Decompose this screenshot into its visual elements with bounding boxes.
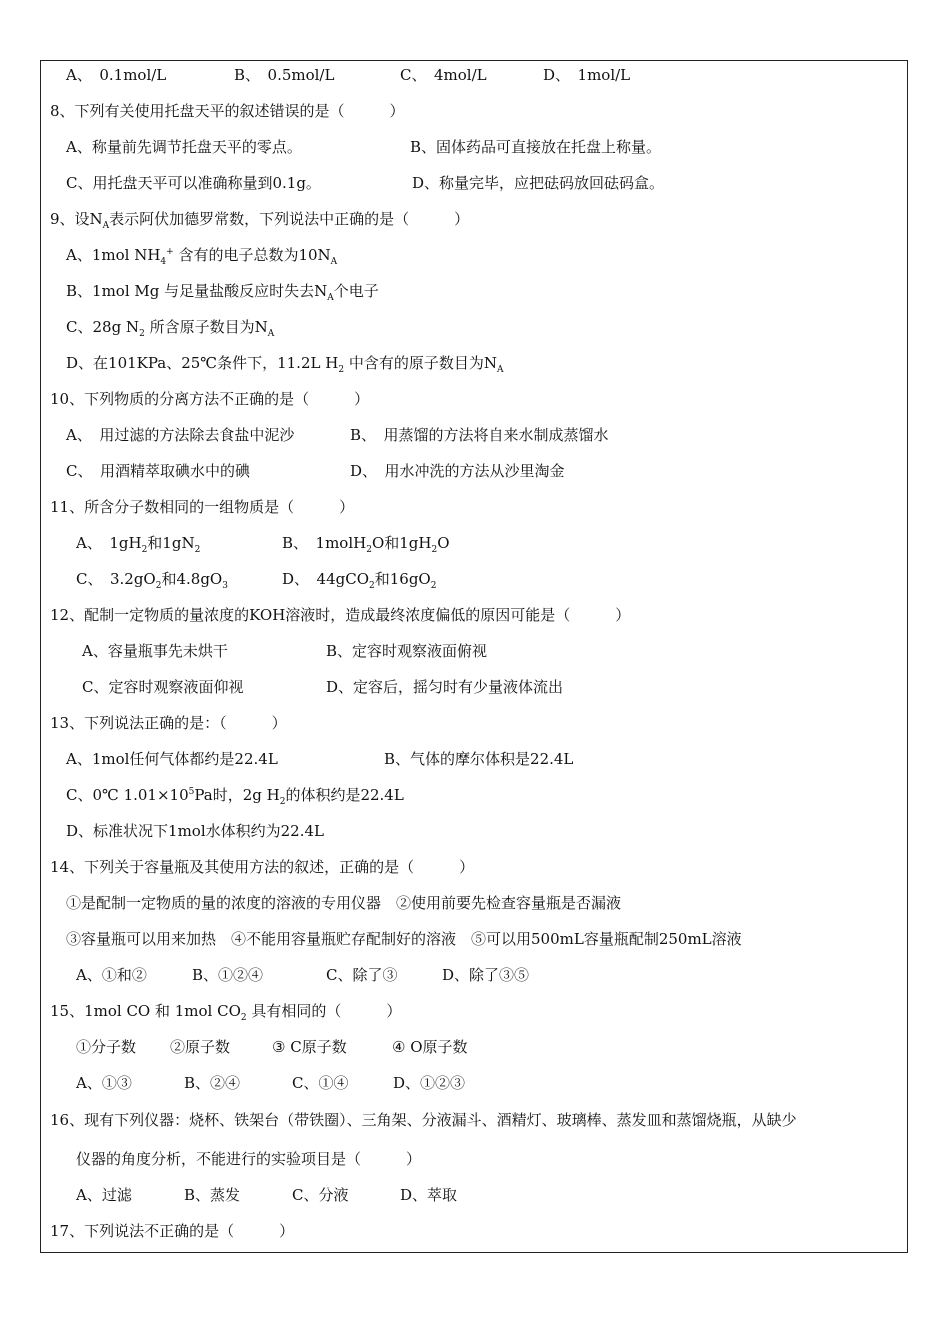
q7-option-c: C、 4mol/L [400,66,487,84]
q11-option-c: C、 $3.2gO_2$和$4.8gO_3$ [76,570,228,591]
q15-stem: 15、1mol CO 和 1mol $CO_2$ 具有相同的（ ） [50,1002,402,1023]
q12-option-d: D、定容后，摇匀时有少量液体流出 [326,678,564,696]
q7-option-b: B、 0.5mol/L [234,66,335,84]
q9-stem: 9、设$N_A$表示阿伏加德罗常数，下列说法中正确的是（ ） [50,210,470,231]
q12-stem: 12、配制一定物质的量浓度的KOH溶液时，造成最终浓度偏低的原因可能是（ ） [50,606,631,624]
q14-option-b: B、①②④ [192,966,264,984]
q8-option-d: D、称量完毕，应把砝码放回砝码盒。 [412,174,665,192]
q9-option-c: C、28g $N_2$ 所含原子数目为$N_A$ [66,318,275,339]
q14-statements-2: ③容量瓶可以用来加热 ④不能用容量瓶贮存配制好的溶液 ⑤可以用500mL容量瓶配制250mL溶液 [66,930,742,948]
q15-option-c: C、①④ [292,1074,349,1092]
q11-option-d: D、 44gCO$_2$和$16gO_2$ [282,570,437,591]
q14-option-d: D、除了③⑤ [442,966,530,984]
q15-option-a: A、①③ [76,1074,132,1092]
q16-option-a: A、过滤 [76,1186,132,1204]
q10-option-a: A、 用过滤的方法除去食盐中泥沙 [66,426,295,444]
q15-option-b: B、②④ [184,1074,241,1092]
q17-stem: 17、下列说法不正确的是（ ） [50,1222,295,1240]
q11-option-a: A、 $1gH_2$和$1gN_2$ [76,534,201,555]
q14-statements-1: ①是配制一定物质的量的浓度的溶液的专用仪器 ②使用前要先检查容量瓶是否漏液 [66,894,622,912]
q8-option-a: A、称量前先调节托盘天平的零点。 [66,138,302,156]
q9-option-d: D、在101KPa、25℃条件下，11.2L $H_2$ 中含有的原子数目为$N_A$ [66,354,504,375]
q12-option-a: A、容量瓶事先未烘干 [82,642,228,660]
q8-option-c: C、用托盘天平可以准确称量到0.1g。 [66,174,321,192]
q15-statement-2: ②原子数 [170,1038,231,1056]
q8-stem: 8、下列有关使用托盘天平的叙述错误的是（ ） [50,102,405,120]
q15-statement-4: ④ O原子数 [392,1038,468,1056]
q13-option-d: D、标准状况下1mol水体积约为22.4L [66,822,324,840]
q10-stem: 10、下列物质的分离方法不正确的是（ ） [50,390,370,408]
q16-option-b: B、蒸发 [184,1186,241,1204]
q13-option-a: A、1mol任何气体都约是22.4L [66,750,278,768]
q12-option-c: C、定容时观察液面仰视 [82,678,244,696]
q14-stem: 14、下列关于容量瓶及其使用方法的叙述，正确的是（ ） [50,858,475,876]
q10-option-c: C、 用酒精萃取碘水中的碘 [66,462,250,480]
q13-option-b: B、气体的摩尔体积是22.4L [384,750,574,768]
q8-option-b: B、固体药品可直接放在托盘上称量。 [410,138,662,156]
q10-option-d: D、 用水冲洗的方法从沙里淘金 [350,462,565,480]
q16-stem-line2: 仪器的角度分析，不能进行的实验项目是（ ） [76,1150,422,1168]
q15-statement-1: ①分子数 [76,1038,137,1056]
q15-option-d: D、①②③ [393,1074,466,1092]
q15-statement-3: ③ C原子数 [272,1038,347,1056]
q13-stem: 13、下列说法正确的是：（ ） [50,714,287,732]
q16-stem-line1: 16、现有下列仪器：烧杯、铁架台（带铁圈）、三角架、分液漏斗、酒精灯、玻璃棒、蒸发皿和蒸馏烧瓶，从缺少 [50,1111,797,1129]
q9-option-b: B、1mol Mg 与足量盐酸反应时失去$N_A$个电子 [66,282,379,303]
q16-option-c: C、分液 [292,1186,349,1204]
q11-stem: 11、所含分子数相同的一组物质是（ ） [50,498,355,516]
q16-option-d: D、萃取 [400,1186,458,1204]
q13-option-c: C、0℃ $1.01\times 10^5Pa$时，2g $H_2$的体积约是22.4L [66,786,404,807]
q11-option-b: B、 1molH$_2$O和$1gH_2O$ [282,534,450,555]
q10-option-b: B、 用蒸馏的方法将自来水制成蒸馏水 [350,426,609,444]
q14-option-c: C、除了③ [326,966,398,984]
q14-option-a: A、①和② [76,966,147,984]
q7-option-d: D、 1mol/L [543,66,631,84]
q12-option-b: B、定容时观察液面俯视 [326,642,488,660]
q9-option-a: A、1mol $NH_4^+$ 含有的电子总数为$10N_A$ [66,246,338,267]
q7-option-a: A、 0.1mol/L [66,66,167,84]
